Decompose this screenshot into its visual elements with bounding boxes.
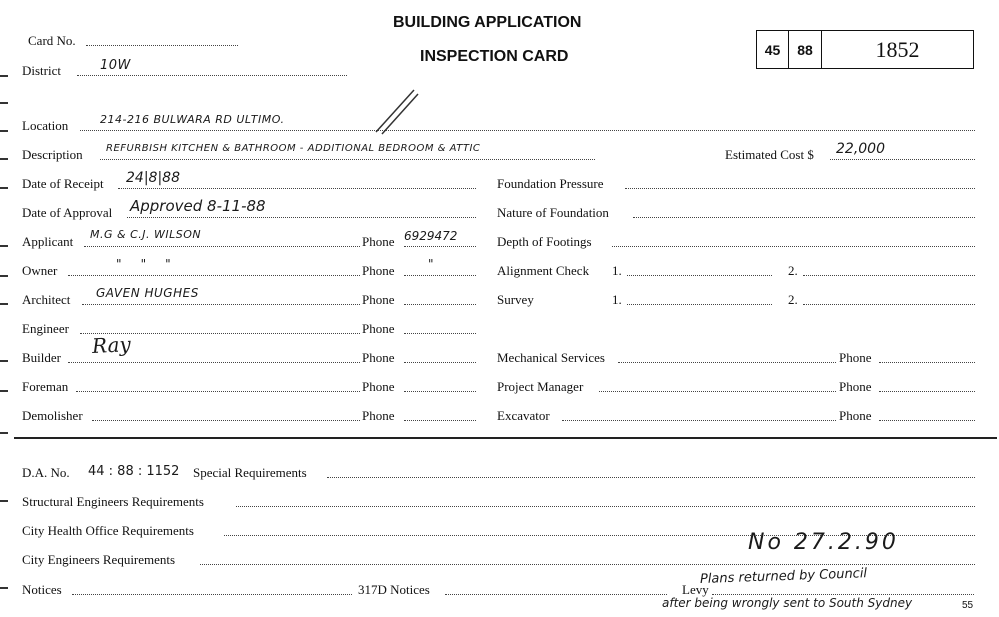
description-value: REFURBISH KITCHEN & BATHROOM - ADDITIONAL BEDROOM & ATTIC <box>106 143 481 154</box>
date-of-receipt-line <box>118 188 476 189</box>
location-label: Location <box>22 118 69 133</box>
builder-label: Builder <box>22 350 61 365</box>
form-title: BUILDING APPLICATION <box>393 14 582 31</box>
margin-tick <box>0 303 8 305</box>
date-of-approval-value: Approved 8-11-88 <box>130 197 266 215</box>
city-engineers-note: No 27.2.90 <box>748 530 899 555</box>
mechanical-services-line <box>618 362 836 363</box>
alignment-check-line-1 <box>627 275 772 276</box>
excavator-label: Excavator <box>497 408 550 423</box>
margin-tick <box>0 158 8 160</box>
alignment-check-line-2 <box>803 275 975 276</box>
foreman-phone-line <box>404 391 476 392</box>
foundation-pressure-label: Foundation Pressure <box>497 176 604 191</box>
card-code-box-b: 88 <box>788 30 822 69</box>
margin-tick <box>0 187 8 189</box>
project-manager-phone-label: Phone <box>839 379 872 394</box>
levy-note-line-2: after being wrongly sent to South Sydney <box>662 596 913 610</box>
date-of-receipt-value: 24|8|88 <box>126 170 180 186</box>
district-value: 10W <box>100 58 131 73</box>
special-requirements-line <box>327 477 975 478</box>
foreman-label: Foreman <box>22 379 69 394</box>
mechanical-services-label: Mechanical Services <box>497 350 605 365</box>
card-code-box-a: 45 <box>756 30 789 69</box>
date-of-approval-label: Date of Approval <box>22 205 113 220</box>
estimated-cost-line <box>830 159 975 160</box>
district-label: District <box>22 63 61 78</box>
da-no-value: 44 : 88 : 1152 <box>88 464 180 479</box>
foreman-line <box>76 391 360 392</box>
applicant-phone-value: 6929472 <box>404 229 458 243</box>
mechanical-services-phone-line <box>879 362 975 363</box>
applicant-phone-label: Phone <box>362 234 395 249</box>
builder-phone-line <box>404 362 476 363</box>
owner-label: Owner <box>22 263 58 278</box>
pen-stroke-mark <box>370 88 420 138</box>
city-engineers-line <box>200 564 975 565</box>
nature-of-foundation-line <box>633 217 975 218</box>
levy-label: Levy <box>682 582 709 597</box>
survey-num-1: 1. <box>612 292 622 307</box>
district-line <box>77 75 347 76</box>
margin-tick <box>0 130 8 132</box>
notices-317d-label: 317D Notices <box>358 582 430 597</box>
architect-value: GAVEN HUGHES <box>96 286 199 300</box>
foreman-phone-label: Phone <box>362 379 395 394</box>
demolisher-line <box>92 420 360 421</box>
margin-tick <box>0 275 8 277</box>
survey-label: Survey <box>497 292 534 307</box>
architect-phone-label: Phone <box>362 292 395 307</box>
city-engineers-label: City Engineers Requirements <box>22 552 176 567</box>
architect-phone-line <box>404 304 476 305</box>
builder-phone-label: Phone <box>362 350 395 365</box>
depth-of-footings-line <box>612 246 975 247</box>
special-requirements-label: Special Requirements <box>193 465 307 480</box>
engineer-phone-label: Phone <box>362 321 395 336</box>
card-no-label: Card No. <box>28 33 76 48</box>
architect-label: Architect <box>22 292 71 307</box>
builder-line <box>68 362 360 363</box>
depth-of-footings-label: Depth of Footings <box>497 234 592 249</box>
notices-label: Notices <box>22 582 62 597</box>
margin-tick <box>0 102 8 104</box>
owner-phone-value: " <box>428 257 434 271</box>
project-manager-line <box>599 391 836 392</box>
demolisher-phone-label: Phone <box>362 408 395 423</box>
page-number: 55 <box>962 600 974 611</box>
date-of-approval-line <box>127 217 476 218</box>
applicant-line <box>84 246 360 247</box>
engineer-label: Engineer <box>22 321 69 336</box>
builder-value: Ray <box>91 332 132 358</box>
city-health-label: City Health Office Requirements <box>22 523 194 538</box>
survey-line-2 <box>803 304 975 305</box>
owner-value: " " " <box>116 257 171 271</box>
alignment-check-num-1: 1. <box>612 263 622 278</box>
notices-line <box>72 594 352 595</box>
excavator-phone-line <box>879 420 975 421</box>
levy-note-line-1: Plans returned by Council <box>699 566 868 587</box>
estimated-cost-value: 22,000 <box>836 141 885 157</box>
demolisher-phone-line <box>404 420 476 421</box>
excavator-phone-label: Phone <box>839 408 872 423</box>
structural-engineers-label: Structural Engineers Requirements <box>22 494 204 509</box>
project-manager-phone-line <box>879 391 975 392</box>
card-no-line <box>86 45 238 46</box>
nature-of-foundation-label: Nature of Foundation <box>497 205 609 220</box>
margin-tick <box>0 500 8 502</box>
survey-line-1 <box>627 304 772 305</box>
description-line <box>100 159 595 160</box>
margin-tick <box>0 390 8 392</box>
project-manager-label: Project Manager <box>497 379 584 394</box>
location-value: 214-216 BULWARA RD ULTIMO. <box>100 113 285 126</box>
notices-317d-line <box>445 594 667 595</box>
margin-tick <box>0 75 8 77</box>
applicant-phone-line <box>404 246 476 247</box>
engineer-phone-line <box>404 333 476 334</box>
date-of-receipt-label: Date of Receipt <box>22 176 104 191</box>
applicant-label: Applicant <box>22 234 74 249</box>
survey-num-2: 2. <box>788 292 798 307</box>
card-number-box: 1852 <box>821 30 974 69</box>
foundation-pressure-line <box>625 188 975 189</box>
alignment-check-label: Alignment Check <box>497 263 590 278</box>
excavator-line <box>562 420 836 421</box>
owner-phone-line <box>404 275 476 276</box>
margin-tick <box>0 245 8 247</box>
margin-tick <box>0 432 8 434</box>
owner-phone-label: Phone <box>362 263 395 278</box>
structural-engineers-line <box>236 506 975 507</box>
description-label: Description <box>22 147 83 162</box>
da-no-label: D.A. No. <box>22 465 70 480</box>
margin-tick <box>0 360 8 362</box>
mechanical-services-phone-label: Phone <box>839 350 872 365</box>
estimated-cost-label: Estimated Cost $ <box>725 147 814 162</box>
location-line <box>80 130 975 131</box>
architect-line <box>82 304 360 305</box>
owner-line <box>68 275 360 276</box>
applicant-value: M.G & C.J. WILSON <box>90 228 202 241</box>
margin-tick <box>0 587 8 589</box>
alignment-check-num-2: 2. <box>788 263 798 278</box>
form-subtitle: INSPECTION CARD <box>420 48 569 65</box>
demolisher-label: Demolisher <box>22 408 83 423</box>
section-divider <box>14 437 997 439</box>
